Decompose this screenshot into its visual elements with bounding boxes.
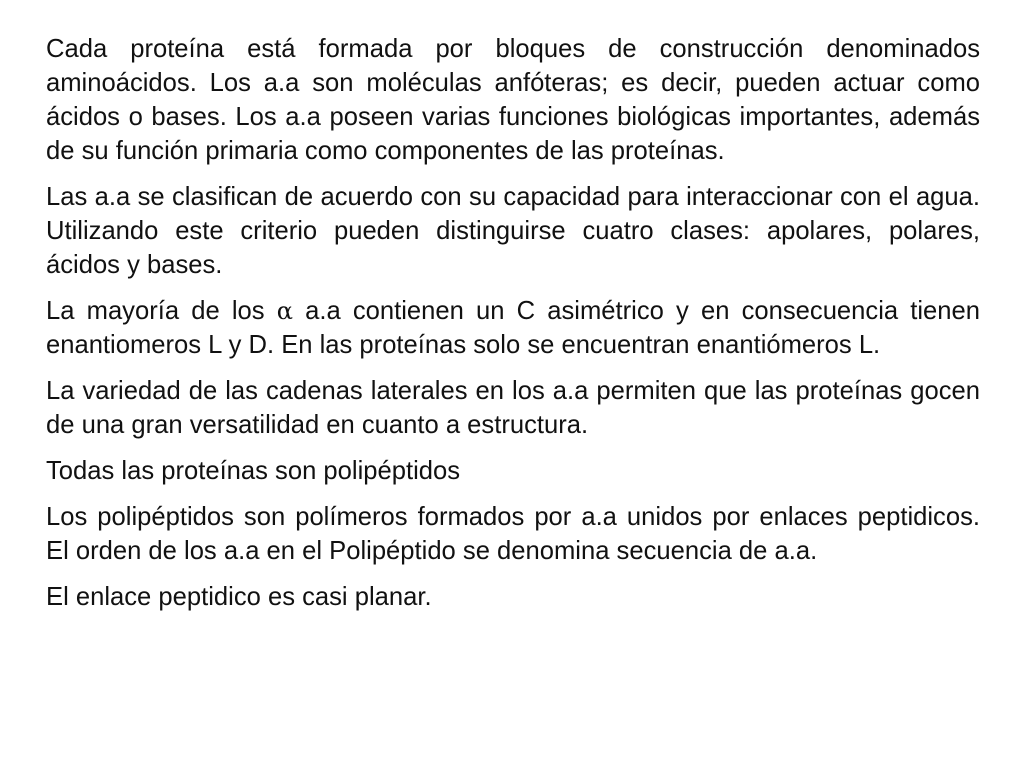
alpha-symbol: α	[276, 297, 293, 325]
paragraph-enantiomers	[46, 294, 980, 362]
paragraph-peptide-bond: El enlace peptidico es casi planar.	[46, 583, 432, 611]
paragraph-enantiomers-start: La mayoría de los	[46, 297, 277, 325]
paragraph-polypeptides: Todas las proteínas son polipéptidos	[46, 457, 461, 485]
paragraph-proteins-amino-acids: Cada proteína está formada por bloques de construcción denominados aminoácidos. Los a.a son moléculas anfóteras; es decir, pueden actuar como ácidos o bases. Los a.a poseen varias funciones biológicas importantes, además de su función primaria como componentes de las proteínas.	[46, 35, 980, 165]
slide-body	[46, 32, 980, 614]
paragraph-polymers: Los polipéptidos son polímeros formados por a.a unidos por enlaces peptidicos. El orden de los a.a en el Polipéptido se denomina secuencia de a.a.	[46, 503, 980, 565]
paragraph-side-chains: La variedad de las cadenas laterales en los a.a permiten que las proteínas gocen de una gran versatilidad en cuanto a estructura.	[46, 377, 980, 439]
paragraph-enantiomers-end: a.a contienen un C asimétrico y en consecuencia tienen enantiomeros L y D. En las proteínas solo se encuentran enantiómeros L.	[46, 297, 980, 359]
paragraph-classification: Las a.a se clasifican de acuerdo con su capacidad para interaccionar con el agua. Utilizando este criterio pueden distinguirse cuatro clases: apolares, polares, ácidos y bases.	[46, 183, 980, 279]
